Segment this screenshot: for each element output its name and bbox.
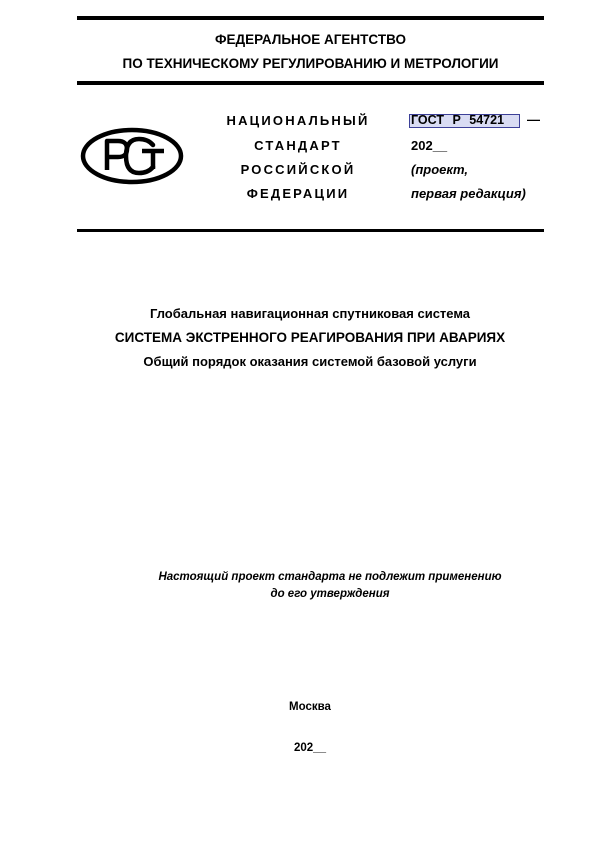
header-divider — [77, 81, 544, 85]
draft-status-line-1: (проект, — [411, 162, 468, 177]
top-divider — [77, 16, 544, 20]
agency-name-line-1: ФЕДЕРАЛЬНОЕ АГЕНТСТВО — [214, 32, 407, 47]
publication-city: Москва — [289, 701, 331, 713]
draft-notice-line-1: Настоящий проект стандарта не подлежит применению — [158, 571, 502, 583]
gost-dash: — — [527, 112, 540, 127]
standard-type-line-2: СТАНДАРТ — [254, 138, 342, 153]
agency-name-line-2: ПО ТЕХНИЧЕСКОМУ РЕГУЛИРОВАНИЮ И МЕТРОЛОГИИ — [122, 56, 499, 71]
designation-year: 202__ — [411, 138, 448, 153]
standard-type-line-4: ФЕДЕРАЦИИ — [246, 186, 350, 201]
standard-type-line-3: РОССИЙСКОЙ — [240, 162, 356, 177]
document-title-line-3: Общий порядок оказания системой базовой услуги — [143, 354, 477, 369]
document-title-line-2: СИСТЕМА ЭКСТРЕННОГО РЕАГИРОВАНИЯ ПРИ АВАРИЯХ — [114, 330, 506, 345]
rst-logo-icon — [80, 127, 184, 185]
publication-year: 202__ — [294, 742, 326, 754]
draft-notice-line-2: до его утверждения — [270, 588, 390, 600]
draft-status-line-2: первая редакция) — [411, 186, 526, 201]
section-divider — [77, 229, 544, 232]
standard-type-line-1: НАЦИОНАЛЬНЫЙ — [226, 113, 370, 128]
gost-code[interactable]: ГОСТ Р 54721 — [411, 113, 505, 127]
document-title-line-1: Глобальная навигационная спутниковая система — [149, 306, 471, 321]
